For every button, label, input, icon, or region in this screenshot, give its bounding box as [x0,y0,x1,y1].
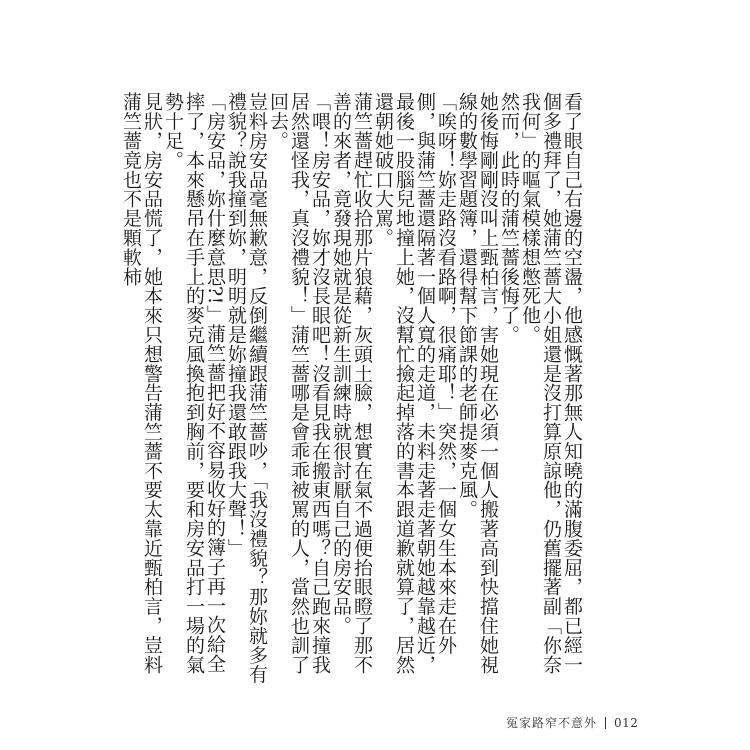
paragraph: 看了眼自己右邊的空盪，他感慨著那無人知曉的滿腹委屈，都已經一個多禮拜了，她蒲竺薔大小姐還是沒打算原諒他，仍舊擺著副「你奈我何」的嘔氣模樣想憋死他。 [519,92,583,674]
body-text [120,92,583,688]
page-number: 012 [614,715,639,730]
paragraph: 見狀，房安品慌了，她本來只想警告蒲竺薔不要太靠近甄柏言，豈料蒲竺薔竟也不是顆軟柿 [120,92,163,674]
footer-separator [605,717,606,729]
paragraph: 「喂！房安品，妳才沒長眼吧！沒看見我在搬東西嗎？自己跑來撞我居然還怪我，真沒禮貌！」蒲竺薔哪是會乖乖被罵的人，當然也訓了回去。 [267,92,331,674]
paragraph: 然而，此時的蒲竺薔後悔了。 [498,92,520,345]
paragraph: 她後悔剛剛沒叫上甄柏言，害她現在必須一個人搬著高到快擋住她視線的數學習題簿，還得幫下節課的老師提麥克風。 [456,92,499,674]
paragraph: 「房安品，妳什麼意思?!」蒲竺薔把好不容易收好的簿子再一次給全摔了，本來懸吊在手上的麥克風換抱到胸前，要和房安品打一場的氣勢十足。 [162,92,226,674]
paragraph: 豈料房安品毫無歉意，反倒繼續跟蒲竺薔吵，「我沒禮貌？那妳就多有禮貌？說我撞到妳，明明就是妳撞我還敢跟我大聲！」 [225,92,268,684]
paragraph: 「唉呀！妳走路沒看路啊，很痛耶！」突然，一個女生本來走在外側，與蒲竺薔還隔著一個人寬的走道，未料走著走著朝她越靠越近，最後一股腦兒地撞上她，沒幫忙撿起掉落的書本跟道歉就算了，居然還朝她破口大罵。 [372,92,457,674]
running-title: 冤家路窄不意外 [506,716,598,730]
page-footer [506,714,638,731]
paragraph: 蒲竺薔趕忙收拾那片狼藉，灰頭土臉，想實在氣不過便抬眼瞪了那不善的來者，竟發現她就是從新生訓練時就很討厭自己的房安品。 [330,92,373,674]
